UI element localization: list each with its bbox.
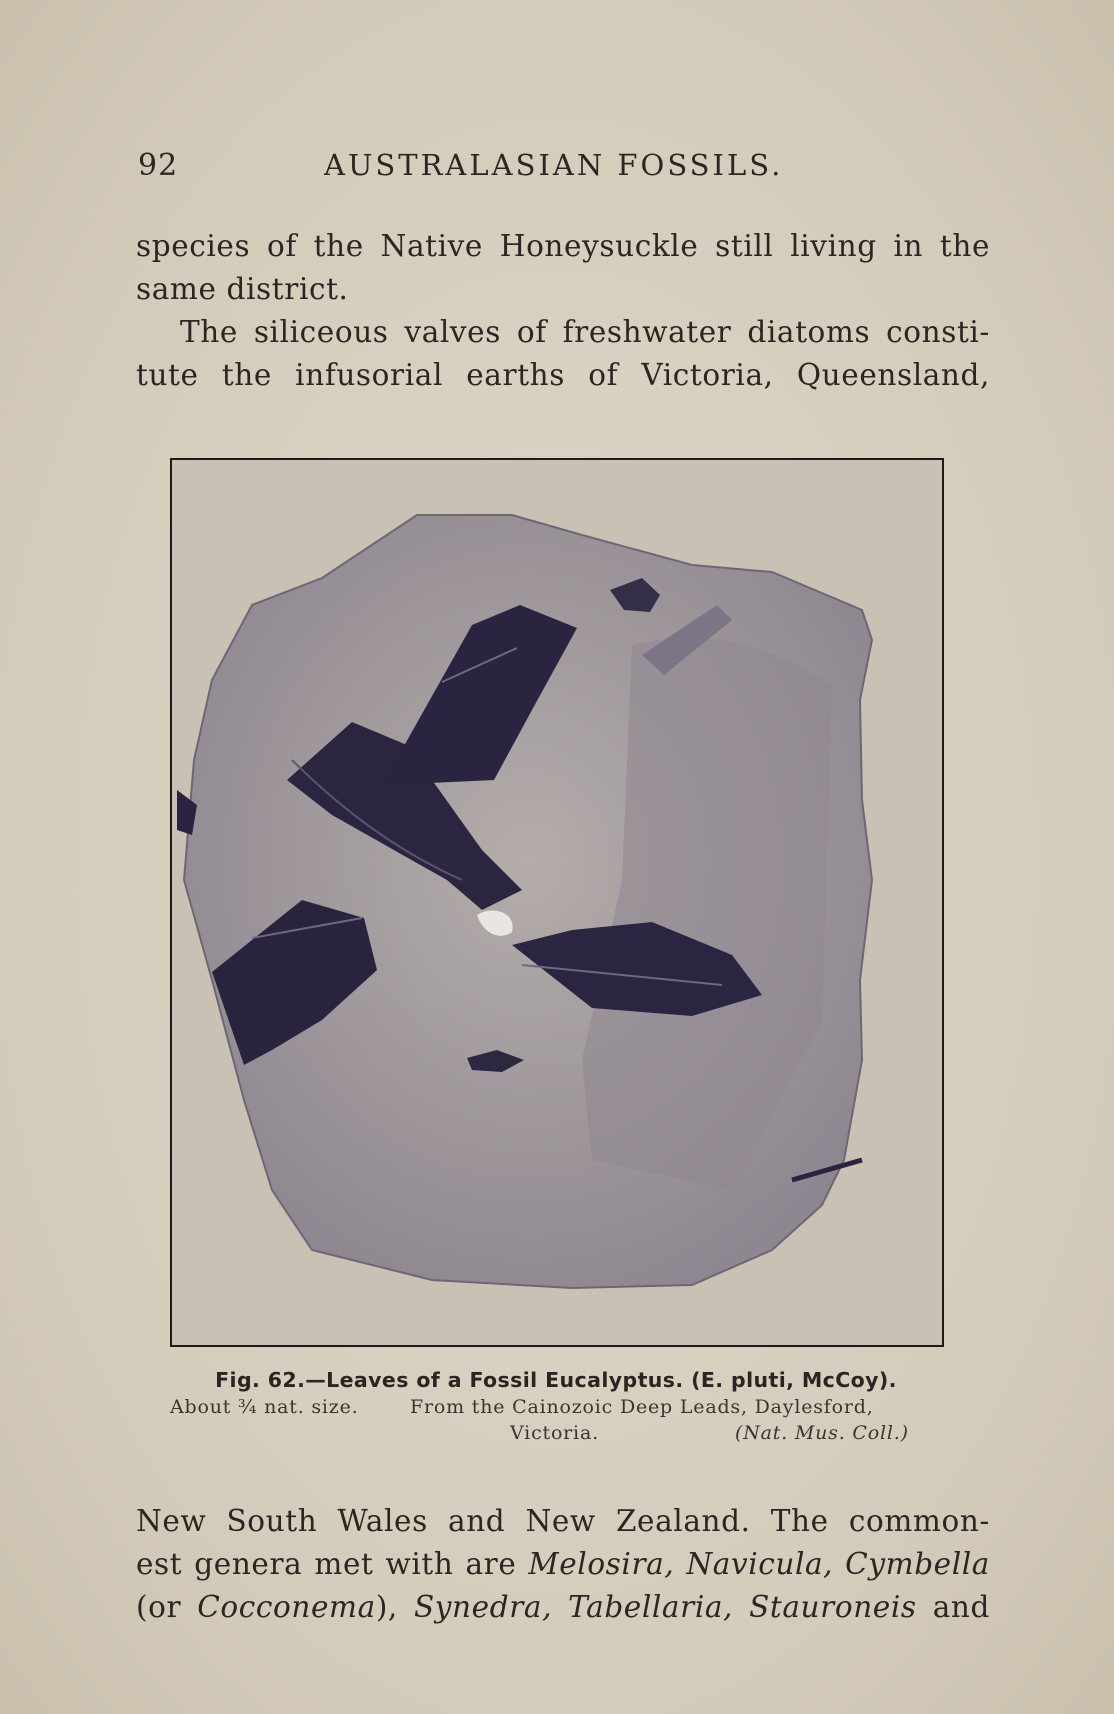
text-line: tute the infusorial earths of Victoria, Queensland, — [136, 358, 990, 392]
text-line — [136, 1586, 990, 1629]
caption-place: Victoria. — [510, 1422, 599, 1444]
caption-size: About ¾ nat. size. — [170, 1396, 359, 1418]
text-run: and — [916, 1590, 990, 1624]
text-line: The siliceous valves of freshwater diatoms consti- — [180, 315, 990, 349]
text-run: ), — [375, 1590, 414, 1624]
page-number: 92 — [138, 148, 179, 183]
genus-names: Synedra, Tabellaria, Stauroneis — [413, 1590, 917, 1624]
text-line: same district. — [136, 272, 349, 306]
figure-caption — [170, 1368, 942, 1450]
genus-name: Cocconema — [197, 1590, 376, 1624]
text-line — [136, 1543, 990, 1586]
genus-names: Melosira, Navicula, Cymbella — [528, 1547, 990, 1581]
caption-source: From the Cainozoic Deep Leads, Daylesford, — [410, 1396, 874, 1418]
caption-title: Fig. 62.—Leaves of a Fossil Eucalyptus. (E. pluti, McCoy). — [215, 1368, 897, 1392]
text-run: est genera met with are — [136, 1547, 529, 1581]
caption-line — [170, 1422, 942, 1450]
text-line: New South Wales and New Zealand. The common- — [136, 1504, 990, 1538]
running-head: AUSTRALASIAN FOSSILS. — [324, 148, 784, 182]
caption-collection: (Nat. Mus. Coll.) — [735, 1422, 909, 1444]
text-line: species of the Native Honeysuckle still living in the — [136, 229, 990, 263]
fossil-photograph — [170, 458, 944, 1347]
caption-line — [170, 1396, 942, 1424]
top-paragraph — [136, 225, 990, 397]
fossil-eucalyptus-leaves-image — [172, 460, 942, 1345]
page-header — [138, 148, 988, 188]
bottom-paragraph — [136, 1500, 990, 1629]
text-run: (or — [136, 1590, 198, 1624]
